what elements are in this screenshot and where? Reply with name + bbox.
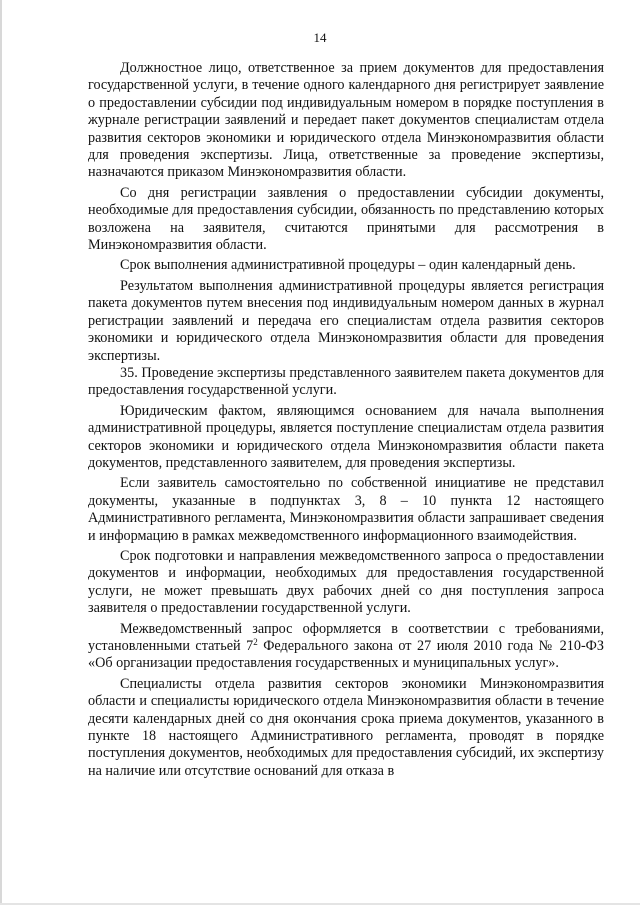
- paragraph-item-35: 35. Проведение экспертизы представленного заявителем пакета документов для предоставления государственной услуги.: [88, 364, 604, 399]
- paragraph-request-format: [88, 621, 604, 673]
- paragraph-documents-request: Если заявитель самостоятельно по собственной инициативе не представил документы, указанные в подпунктах 3, 8 – 10 пункта 12 настоящего Административного регламента, Минэкономразвития области запрашивает сведения и информацию в рамках межведомственного информационного взаимодействия.: [88, 475, 604, 544]
- paragraph-registration: Должностное лицо, ответственное за прием документов для предоставления государственной услуги, в течение одного календарного дня регистрирует заявление о предоставлении субсидии под индивидуальным номером в порядке поступления в журнале регистрации заявлений и передает пакет документов специалистам отдела развития секторов экономики и юридического отдела Минэкономразвития области для проведения экспертизы. Лица, ответственные за проведение экспертизы, назначаются приказом Минэкономразвития области.: [88, 60, 604, 181]
- paragraph-legal-fact: Юридическим фактом, являющимся основанием для начала выполнения административной процедуры, является поступление специалистам отдела развития секторов экономики и юридического отдела Минэкономразвития области пакета документов, представленного заявителем, для проведения экспертизы.: [88, 402, 604, 471]
- paragraph-acceptance: Со дня регистрации заявления о предоставлении субсидии документы, необходимые для предоставления субсидии, обязанность по представлению которых возложена на заявителя, считаются принятыми для рассмотрения в Минэкономразвития области.: [88, 184, 604, 254]
- article-superscript: 2: [253, 637, 258, 647]
- page-number: 14: [313, 30, 327, 45]
- paragraph-request-term: Срок подготовки и направления межведомственного запроса о предоставлении документов и информации, необходимых для предоставления государственной услуги, не может превышать двух рабочих дней со дня поступления запроса заявителя о предоставлении государственной услуги.: [88, 547, 604, 617]
- scan-edge-left: [0, 0, 2, 905]
- request-format-text: Межведомственный запрос оформляется в соответствии с требованиями, установленными статьей 7: [88, 620, 604, 654]
- document-body: [88, 60, 604, 780]
- paragraph-expertise: Специалисты отдела развития секторов экономики Минэкономразвития области и специалисты юридического отдела Минэкономразвития области в течение десяти календарных дней со дня окончания срока приема документов, указанного в пункте 18 настоящего Административного регламента, проводят в порядке поступления документов, необходимых для предоставления субсидий, их экспертизу на наличие или отсутствие оснований для отказа в: [88, 675, 604, 779]
- request-format-text-end: Федерального закона от 27 июля 2010 года № 210-ФЗ «Об организации предоставления государственных и муниципальных услуг».: [88, 638, 604, 672]
- paragraph-result: Результатом выполнения административной процедуры является регистрация пакета документов путем внесения под индивидуальным номером данных в журнал регистрации заявлений и передача его специалистам отдела развития секторов экономики и юридического отдела Минэкономразвития области для проведения экспертизы.: [88, 277, 604, 364]
- paragraph-term: Срок выполнения административной процедуры – один календарный день.: [120, 257, 576, 274]
